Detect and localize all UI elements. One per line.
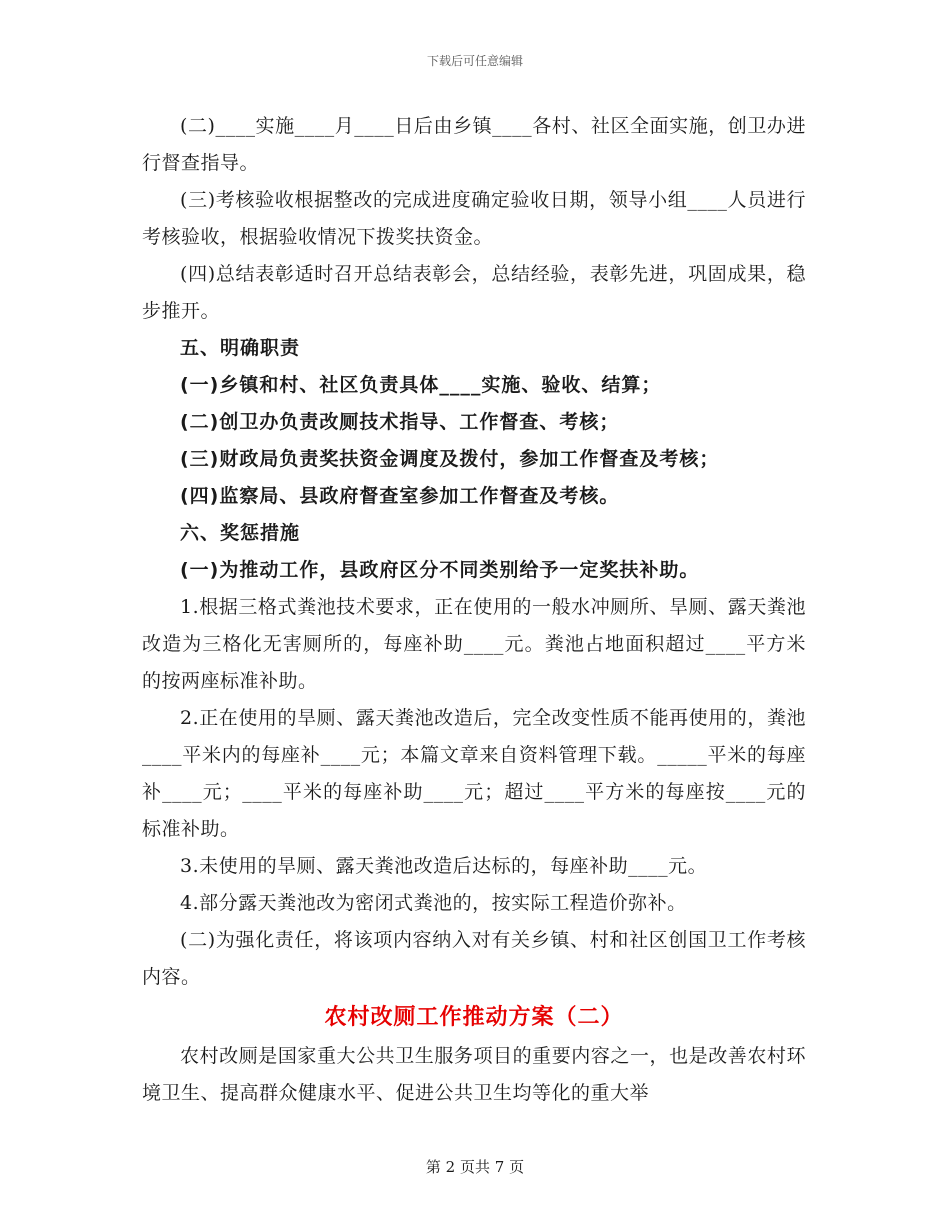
- paragraph: (二)____实施____月____日后由乡镇____各村、社区全面实施，创卫办进行督查指导。: [142, 115, 806, 174]
- paragraph: (一)为推动工作，县政府区分不同类别给予一定奖扶补助。: [180, 559, 700, 581]
- document-body: [142, 108, 806, 1112]
- paragraph: (二)为强化责任，将该项内容纳入对有关乡镇、村和社区创国卫工作考核内容。: [142, 929, 806, 988]
- paragraph: 1.根据三格式粪池技术要求，正在使用的一般水冲厕所、旱厕、露天粪池改造为三格化无害厕所的，每座补助____元。粪池占地面积超过____平方米的按两座标准补助。: [142, 596, 806, 692]
- paragraph: 2.正在使用的旱厕、露天粪池改造后，完全改变性质不能再使用的，粪池____平米内的每座补____元；本篇文章来自资料管理下载。_____平米的每座补____元；____平米的每座补助____元；超过____平方米的每座按____元的标准补助。: [142, 707, 806, 840]
- paragraph: (一)乡镇和村、社区负责具体____实施、验收、结算；: [180, 374, 662, 396]
- page-number: 第 2 页共 7 页: [425, 1158, 525, 1176]
- document-title: 农村改厕工作推动方案（二）: [324, 1005, 624, 1030]
- paragraph: (四)总结表彰适时召开总结表彰会，总结经验，表彰先进，巩固成果，稳步推开。: [142, 263, 806, 322]
- paragraph: (四)监察局、县政府督查室参加工作督查及考核。: [180, 485, 620, 507]
- paragraph: 4.部分露天粪池改为密闭式粪池的，按实际工程造价弥补。: [180, 892, 687, 914]
- page-header-note: 下载后可任意编辑: [426, 54, 523, 68]
- paragraph: 3.未使用的旱厕、露天粪池改造后达标的，每座补助____元。: [180, 855, 708, 877]
- intro-paragraph: 农村改厕是国家重大公共卫生服务项目的重要内容之一，也是改善农村环境卫生、提高群众健康水平、促进公共卫生均等化的重大举: [142, 1045, 806, 1104]
- paragraph: (三)财政局负责奖扶资金调度及拨付，参加工作督查及考核；: [180, 448, 720, 470]
- paragraph: (二)创卫办负责改厕技术指导、工作督查、考核；: [180, 411, 620, 433]
- section-heading: 六、奖惩措施: [180, 522, 301, 544]
- section-heading: 五、明确职责: [180, 337, 301, 359]
- paragraph: (三)考核验收根据整改的完成进度确定验收日期，领导小组____人员进行考核验收，根据验收情况下拨奖扶资金。: [142, 189, 806, 248]
